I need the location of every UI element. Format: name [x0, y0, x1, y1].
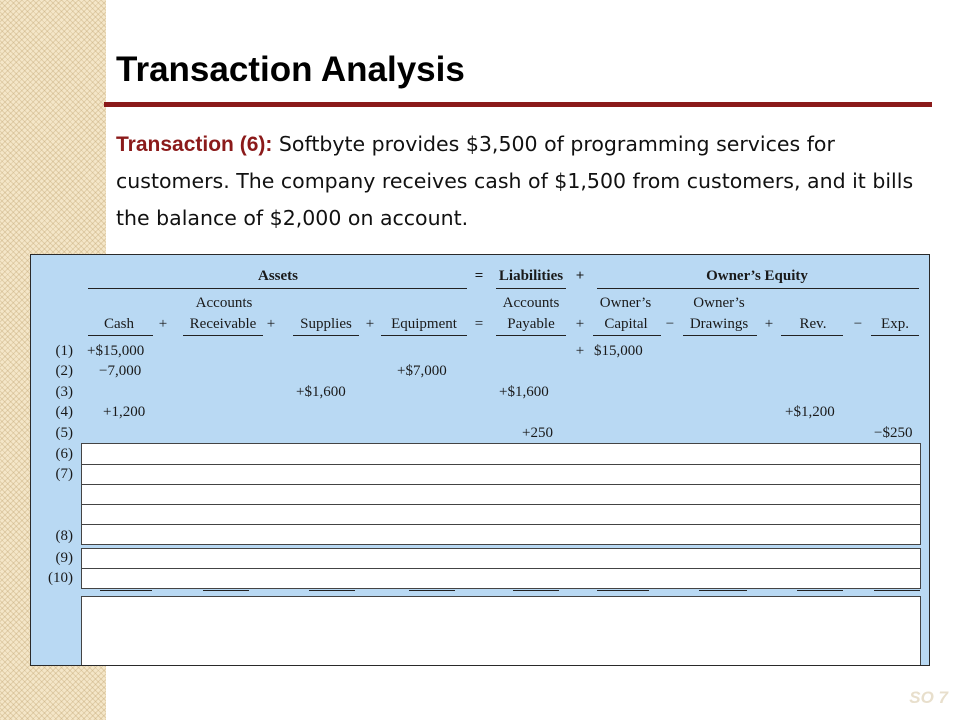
total-underline — [100, 590, 152, 591]
col-underline — [183, 335, 263, 336]
masked-row — [81, 524, 921, 545]
equity-underline — [597, 288, 919, 289]
col-equipment: Equipment — [391, 316, 457, 332]
total-underline — [409, 590, 455, 591]
col-rev: Rev. — [799, 316, 827, 332]
col-underline — [683, 335, 757, 336]
op-plus: + — [575, 316, 585, 332]
row-label: (4) — [55, 404, 73, 420]
col-ap-bottom: Payable — [507, 316, 555, 332]
r3-payable: +$1,600 — [499, 384, 549, 400]
col-underline — [381, 335, 467, 336]
r2-cash: −7,000 — [99, 363, 142, 379]
total-underline — [874, 590, 920, 591]
col-ar-top: Accounts — [195, 295, 253, 311]
col-ap-top: Accounts — [502, 295, 560, 311]
transaction-description — [116, 126, 926, 237]
col-underline — [293, 335, 359, 336]
col-exp: Exp. — [881, 316, 909, 332]
col-underline — [871, 335, 919, 336]
total-underline — [203, 590, 249, 591]
masked-row — [81, 548, 921, 569]
masked-totals-box — [81, 596, 921, 666]
liabilities-header: Liabilities — [498, 268, 564, 284]
masked-row — [81, 484, 921, 505]
total-underline — [699, 590, 747, 591]
r1-cash: +$15,000 — [87, 343, 145, 359]
op-plus: + — [365, 316, 375, 332]
col-supplies: Supplies — [300, 316, 352, 332]
title-rule — [104, 102, 932, 107]
row-label: (7) — [55, 466, 73, 482]
slide-title: Transaction Analysis — [116, 50, 465, 89]
op-plus: + — [266, 316, 276, 332]
op-minus: − — [665, 316, 675, 332]
transaction-label: Transaction (6): — [116, 133, 273, 156]
total-underline — [513, 590, 559, 591]
masked-row — [81, 464, 921, 485]
total-underline — [309, 590, 355, 591]
masked-row — [81, 568, 921, 589]
col-ar-bottom: Receivable — [189, 316, 257, 332]
assets-underline — [88, 288, 467, 289]
col-capital-top: Owner’s — [599, 295, 652, 311]
row-label: (6) — [55, 446, 73, 462]
accounting-equation-table — [30, 254, 930, 666]
col-underline — [496, 335, 566, 336]
r5-payable: +250 — [522, 425, 553, 441]
r5-exp: −$250 — [874, 425, 913, 441]
col-drawings-top: Owner’s — [693, 295, 745, 311]
footer-label: SO 7 — [909, 688, 948, 707]
masked-row — [81, 443, 921, 465]
r2-equipment: +$7,000 — [397, 363, 447, 379]
r1-plus: + — [575, 343, 585, 359]
r3-supplies: +$1,600 — [296, 384, 346, 400]
r1-capital: $15,000 — [594, 343, 643, 359]
r4-rev: +$1,200 — [785, 404, 835, 420]
total-underline — [797, 590, 843, 591]
col-drawings-bottom: Drawings — [689, 316, 749, 332]
liabilities-underline — [496, 288, 566, 289]
row-label: (5) — [55, 425, 73, 441]
assets-header: Assets — [258, 268, 298, 284]
op-plus: + — [764, 316, 774, 332]
op-plus: + — [158, 316, 168, 332]
col-cash: Cash — [104, 316, 134, 332]
transaction-text: Softbyte provides $3,500 of programming services for customers. The company receives cash of $1,500 from customers, and it bills the balance of $2,000 on account. — [116, 132, 914, 230]
row-label: (1) — [55, 343, 73, 359]
col-capital-bottom: Capital — [604, 316, 648, 332]
r4-cash: +1,200 — [103, 404, 146, 420]
op-minus: − — [853, 316, 863, 332]
op-equals: = — [474, 316, 484, 332]
row-label: (2) — [55, 363, 73, 379]
col-underline — [781, 335, 843, 336]
total-underline — [597, 590, 649, 591]
row-label: (9) — [55, 550, 73, 566]
col-underline — [593, 335, 661, 336]
row-label: (10) — [48, 570, 73, 586]
row-label: (3) — [55, 384, 73, 400]
owners-equity-header: Owner’s Equity — [706, 268, 808, 284]
equals-sign: = — [474, 268, 484, 284]
row-label: (8) — [55, 528, 73, 544]
col-underline — [88, 335, 153, 336]
masked-row — [81, 504, 921, 525]
plus-sign: + — [575, 268, 585, 284]
